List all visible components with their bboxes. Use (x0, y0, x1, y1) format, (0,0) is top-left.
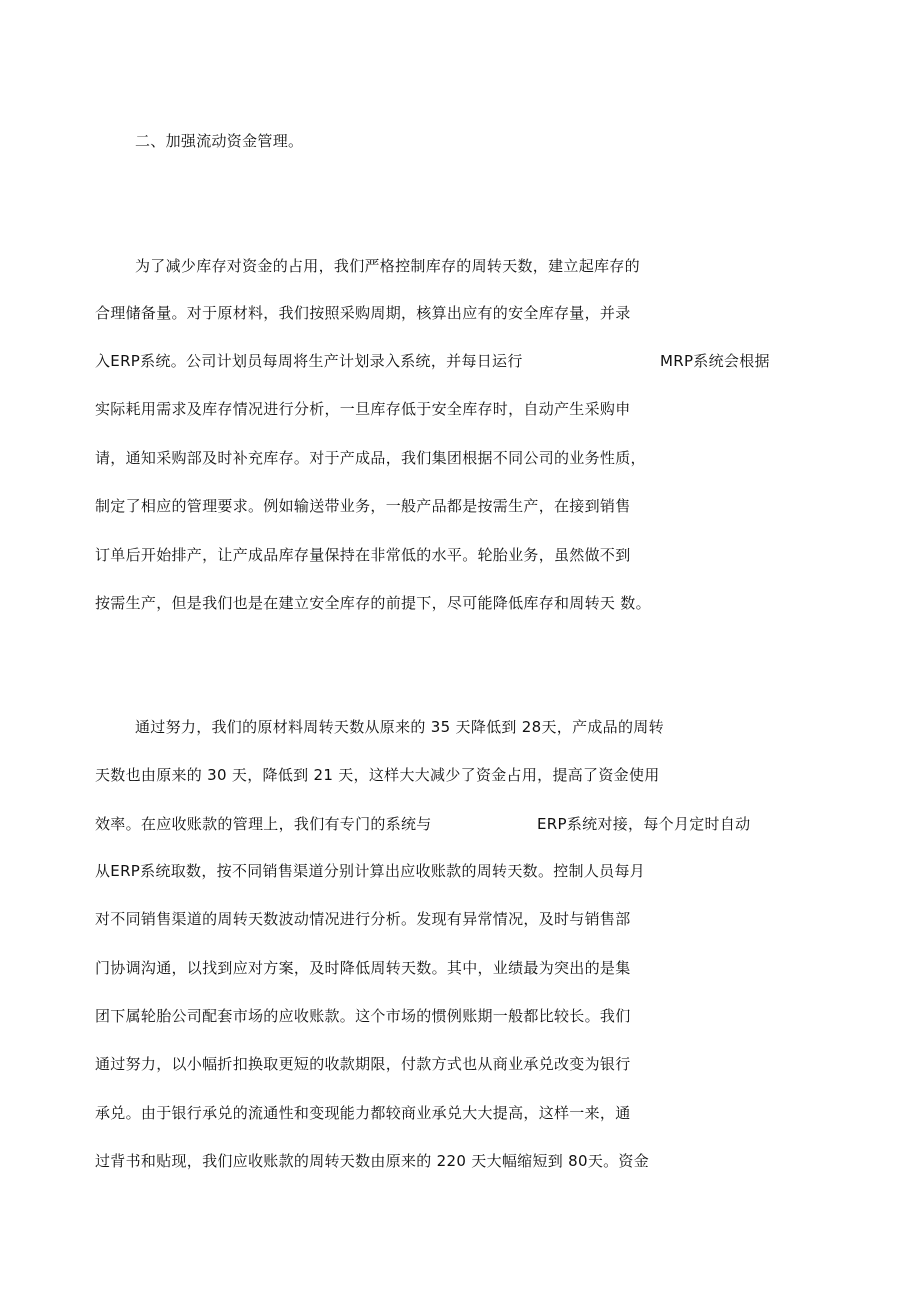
text-line: 从ERP系统取数，按不同销售渠道分别计算出应收账款的周转天数。控制人员每月 (95, 862, 646, 880)
text-line: 订单后开始排产，让产成品库存量保持在非常低的水平。轮胎业务，虽然做不到 (95, 546, 631, 564)
text-line: 为了减少库存对资金的占用，我们严格控制库存的周转天数，建立起库存的 (135, 257, 640, 275)
text-line: 通过努力，以小幅折扣换取更短的收款期限，付款方式也从商业承兑改变为银行 (95, 1055, 631, 1073)
text-line: 请，通知采购部及时补充库存。对于产成品，我们集团根据不同公司的业务性质， (95, 449, 646, 467)
text-line: 入ERP系统。公司计划员每周将生产计划录入系统，并每日运行 (95, 352, 523, 370)
text-line: 天数也由原来的 30 天，降低到 21 天，这样大大减少了资金占用，提高了资金使用 (95, 766, 660, 784)
text-line: ERP系统对接，每个月定时自动 (537, 815, 751, 833)
text-line: 承兑。由于银行承兑的流通性和变现能力都较商业承兑大大提高，这样一来，通 (95, 1104, 631, 1122)
section-heading: 二、加强流动资金管理。 (135, 132, 304, 150)
text-line: 按需生产，但是我们也是在建立安全库存的前提下，尽可能降低库存和周转天 数。 (95, 594, 651, 612)
text-line: 过背书和贴现，我们应收账款的周转天数由原来的 220 天大幅缩短到 80天。资金 (95, 1152, 650, 1170)
text-line: 合理储备量。对于原材料，我们按照采购周期，核算出应有的安全库存量，并录 (95, 304, 631, 322)
text-line: 对不同销售渠道的周转天数波动情况进行分析。发现有异常情况，及时与销售部 (95, 910, 631, 928)
text-line: 效率。在应收账款的管理上，我们有专门的系统与 (95, 815, 432, 833)
text-line: 通过努力，我们的原材料周转天数从原来的 35 天降低到 28天，产成品的周转 (135, 718, 664, 736)
text-line: 团下属轮胎公司配套市场的应收账款。这个市场的惯例账期一般都比较长。我们 (95, 1007, 631, 1025)
text-line: MRP系统会根据 (660, 352, 770, 370)
text-line: 制定了相应的管理要求。例如输送带业务，一般产品都是按需生产，在接到销售 (95, 497, 631, 515)
text-line: 实际耗用需求及库存情况进行分析，一旦库存低于安全库存时，自动产生采购申 (95, 400, 631, 418)
text-line: 门协调沟通，以找到应对方案，及时降低周转天数。其中，业绩最为突出的是集 (95, 959, 631, 977)
